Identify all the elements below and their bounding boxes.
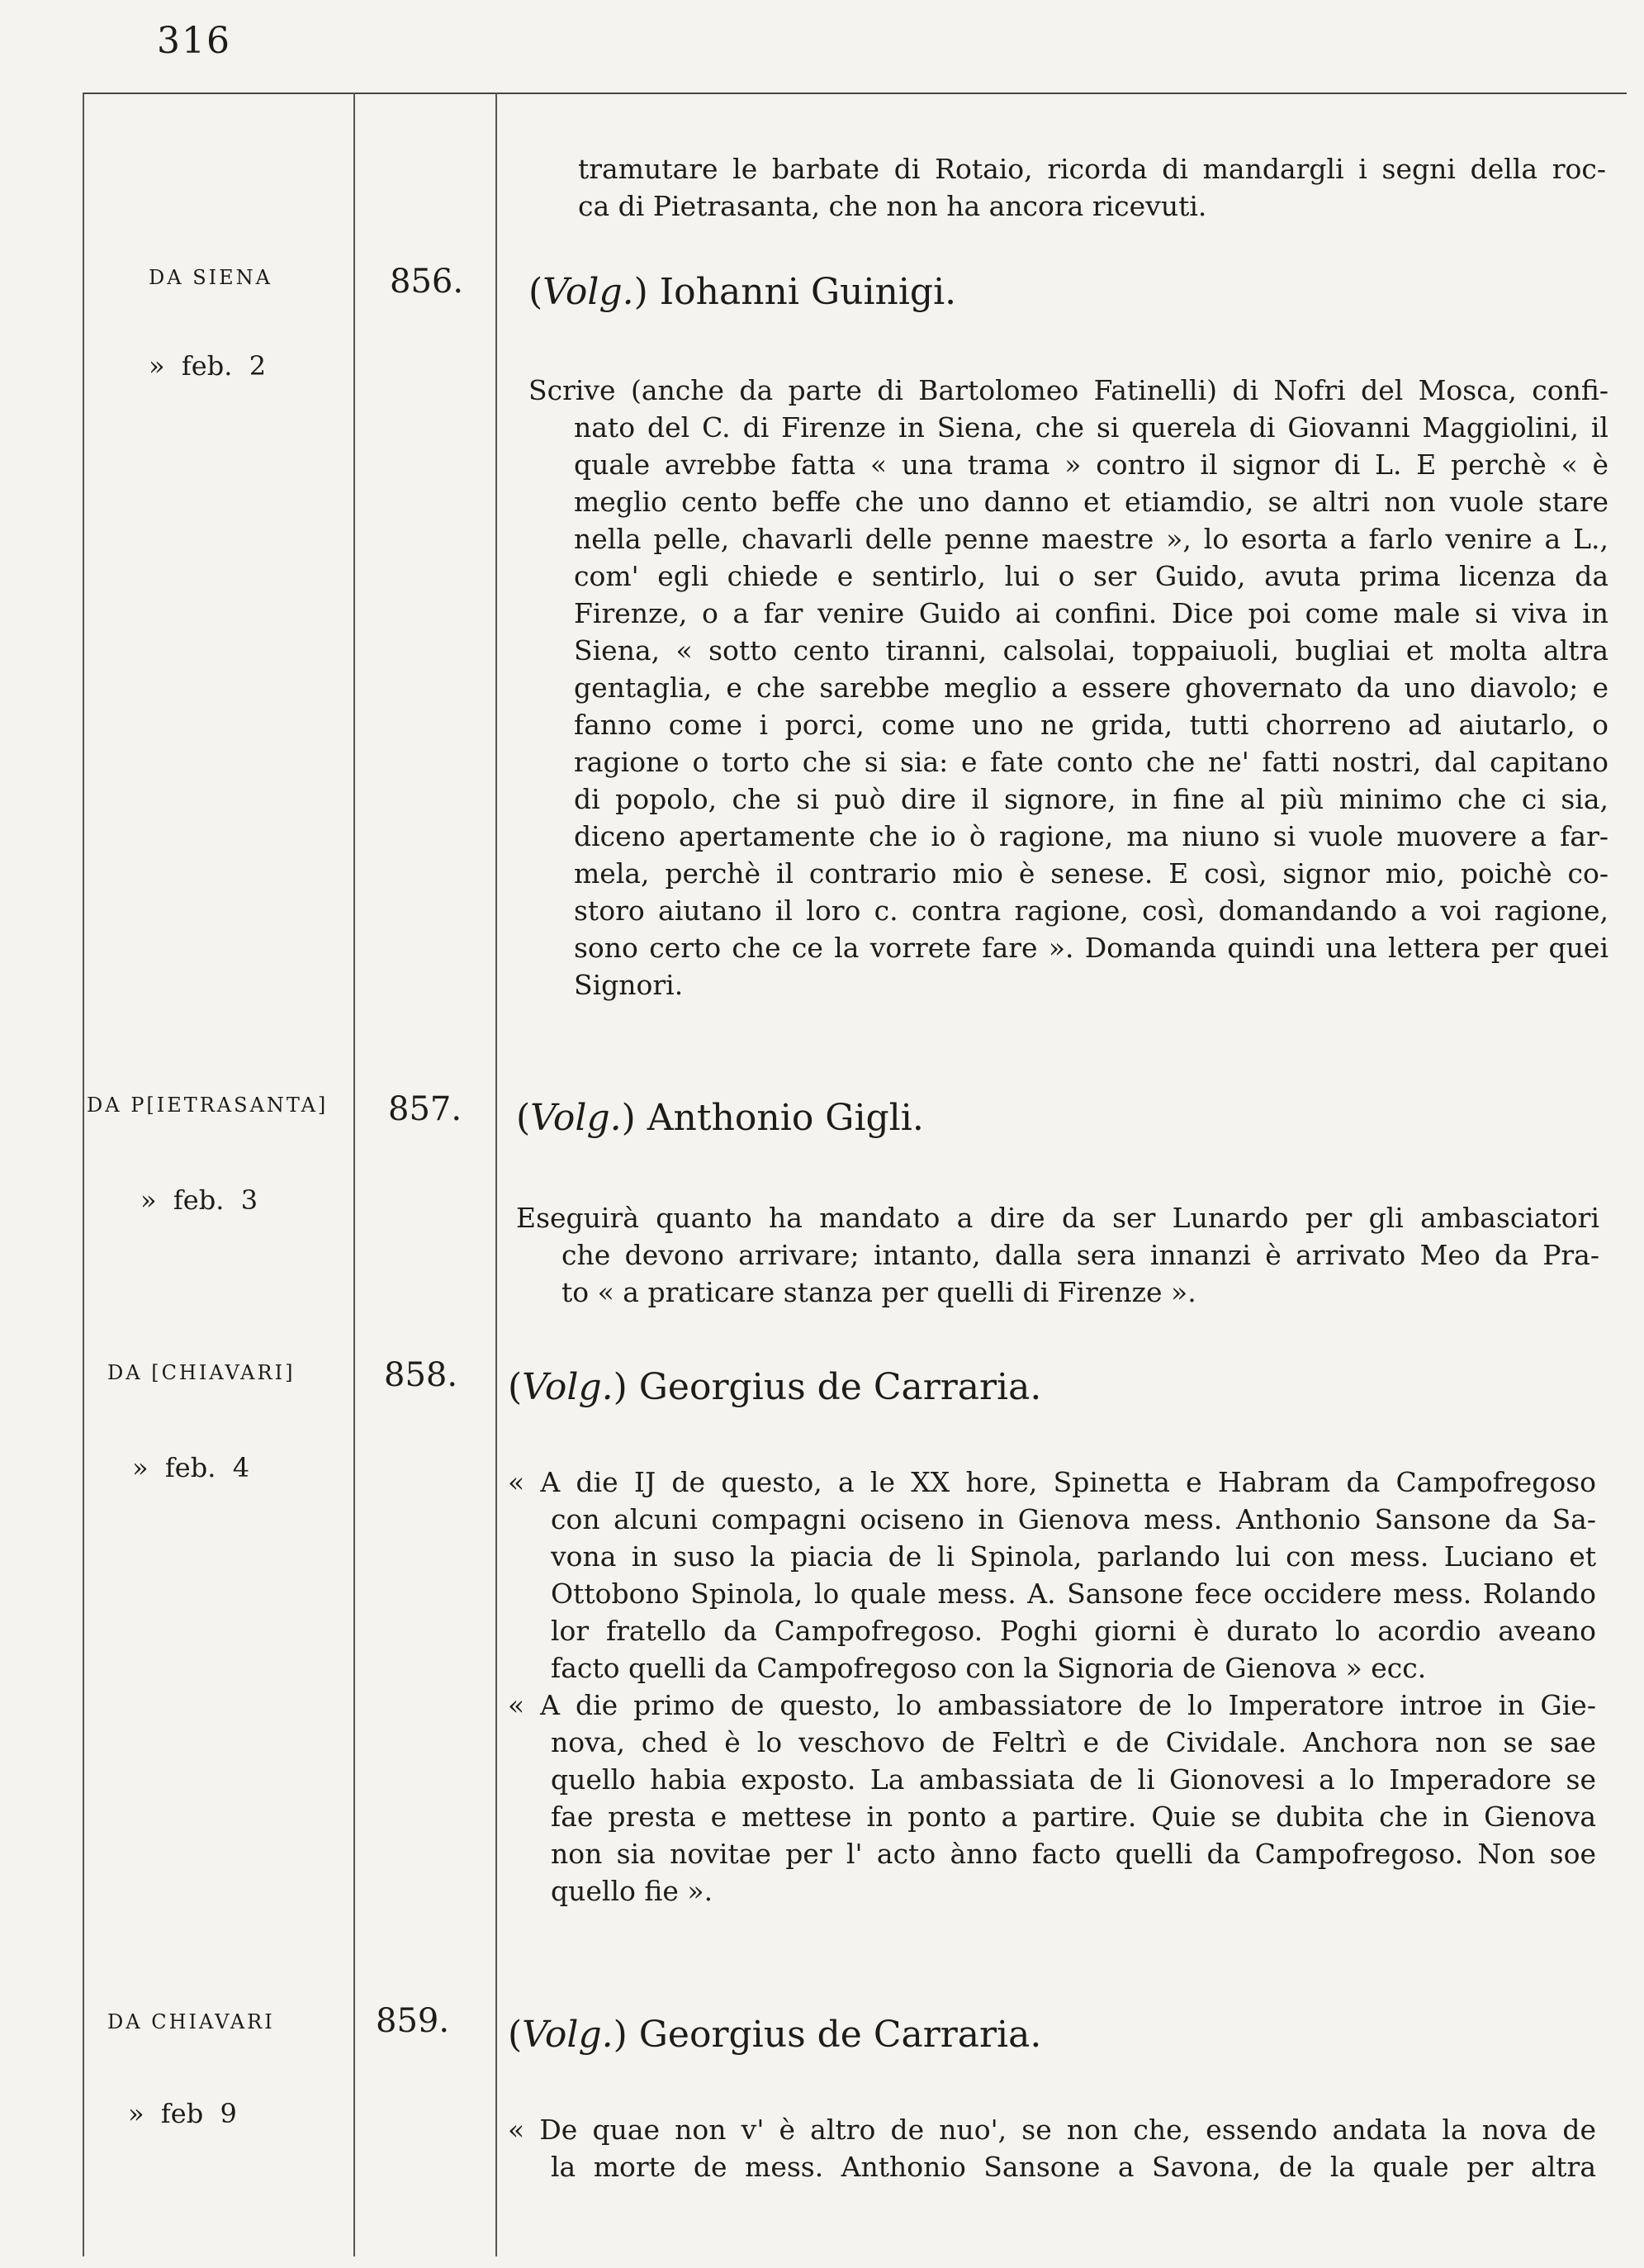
body-line: quello habia exposto. La ambassiata de li Gionovesi a lo Imperadore se [551, 1763, 1596, 1796]
entry-body [508, 1464, 1596, 1910]
body-line: Siena, « sotto cento tiranni, calsolai, toppaiuoli, bugliai et molta altra [574, 634, 1608, 667]
place-label: DA [CHIAVARI] [107, 1361, 296, 1384]
volg-label: Volg. [522, 1366, 614, 1408]
entry-number: 856. [390, 263, 464, 301]
body-line: fanno come i porci, come uno ne grida, tutti chorreno ad aiutarlo, o [574, 709, 1608, 741]
body-line: storo aiutano il loro c. contra ragione, così, domandando a voi ragione, [574, 894, 1608, 927]
body-line: Eseguirà quanto ha mandato a dire da ser Lunardo per gli ambasciatori [516, 1202, 1599, 1234]
body-line: com' egli chiede e sentirlo, lui o ser Guido, avuta prima licenza da [574, 560, 1608, 592]
body-line: quello fie ». [551, 1875, 713, 1907]
body-line: Signori. [574, 969, 684, 1001]
entry-author: Iohanni Guinigi. [659, 271, 957, 313]
volg-label: Volg. [542, 271, 634, 313]
entry-date: » feb. 3 [140, 1184, 258, 1216]
body-line: sono certo che ce la vorrete fare ». Domanda quindi una lettera per quei [574, 932, 1608, 964]
entry-heading: (Volg.) Georgius de Carraria. [508, 2014, 1042, 2056]
intro-line: ca di Pietrasanta, che non ha ancora ricevuti. [578, 190, 1207, 222]
body-line: nella pelle, chavarli delle penne maestre », lo esorta a farlo venire a L., [574, 523, 1608, 555]
body-line: nato del C. di Firenze in Siena, che si querela di Giovanni Maggiolini, il [574, 411, 1608, 444]
body-line: gentaglia, e che sarebbe meglio a essere ghovernato da uno diavolo; e [574, 671, 1608, 704]
body-line: facto quelli da Campofregoso con la Signoria de Gienova » ecc. [551, 1652, 1427, 1684]
intro-line: tramutare le barbate di Rotaio, ricorda di mandargli i segni della roc- [578, 153, 1606, 185]
margin-rule-right [495, 93, 497, 2256]
body-line: « De quae non v' è altro de nuo', se non che, essendo andata la nova de [508, 2114, 1596, 2146]
entry-number: 857. [388, 1090, 462, 1128]
entry-place [107, 2010, 275, 2033]
entry-place [87, 1094, 328, 1117]
entry-author: Georgius de Carraria. [638, 1366, 1042, 1408]
entry-body [508, 2111, 1596, 2185]
body-line: di popolo, che si può dire il signore, in fine al più minimo che ci sia, [574, 783, 1608, 815]
margin-rule-left [83, 93, 84, 2256]
body-line: quale avrebbe fatta « una trama » contro il signor di L. E perchè « è [574, 448, 1608, 481]
body-line: lor fratello da Campofregoso. Poghi giorni è durato lo acordio aveano [551, 1615, 1596, 1647]
body-line: « A die IJ de questo, a le XX hore, Spinetta e Habram da Campofregoso [508, 1466, 1596, 1498]
entry-date: » feb. 2 [149, 350, 267, 382]
entry-place [149, 266, 272, 289]
body-line: « A die primo de questo, lo ambassiatore de lo Imperatore introe in Gie- [508, 1689, 1596, 1721]
body-line: ragione o torto che si sia: e fate conto che ne' fatti nostri, dal capitano [574, 746, 1608, 778]
body-line: nova, ched è lo veschovo de Feltrì e de Cividale. Anchora non se sae [551, 1726, 1596, 1758]
volg-label: Volg. [522, 2014, 614, 2056]
body-line: con alcuni compagni ociseno in Gienova mess. Anthonio Sansone da Sa- [551, 1503, 1596, 1535]
entry-body [528, 372, 1608, 1004]
entry-number: 858. [384, 1356, 458, 1394]
body-line: Ottobono Spinola, lo quale mess. A. Sansone fece occidere mess. Rolando [551, 1578, 1596, 1610]
volg-label: Volg. [530, 1097, 622, 1139]
entry-date: » feb. 4 [132, 1452, 250, 1483]
page-number: 316 [157, 20, 231, 62]
body-line: to « a praticare stanza per quelli di Firenze ». [561, 1276, 1196, 1308]
entry-place [107, 1361, 295, 1384]
body-line: non sia novitae per l' acto ànno facto quelli da Campofregoso. Non soe [551, 1838, 1596, 1870]
intro-paragraph [578, 150, 1606, 225]
place-label: DA SIENA [149, 266, 272, 289]
body-line: la morte de mess. Anthonio Sansone a Savona, de la quale per altra [551, 2151, 1596, 2183]
entry-heading: (Volg.) Anthonio Gigli. [516, 1097, 924, 1139]
entry-author: Georgius de Carraria. [638, 2014, 1042, 2056]
body-line: Firenze, o a far venire Guido ai confini. Dice poi come male si viva in [574, 597, 1608, 629]
entry-number: 859. [376, 2002, 450, 2040]
place-label: DA P[IETRASANTA] [87, 1094, 329, 1117]
entry-heading: (Volg.) Iohanni Guinigi. [528, 271, 957, 313]
body-line: vona in suso la piacia de li Spinola, parlando lui con mess. Luciano et [551, 1540, 1596, 1573]
entry-heading: (Volg.) Georgius de Carraria. [508, 1366, 1042, 1408]
entry-date: » feb 9 [128, 2098, 237, 2129]
entry-body [516, 1199, 1599, 1311]
place-label: DA CHIAVARI [107, 2010, 275, 2033]
entry-author: Anthonio Gigli. [647, 1097, 924, 1139]
body-line: fae presta e mettese in ponto a partire. Quie se dubita che in Gienova [551, 1801, 1596, 1833]
body-line: meglio cento beffe che uno danno et etiamdio, se altri non vuole stare [574, 486, 1608, 518]
body-line: mela, perchè il contrario mio è senese. E così, signor mio, poichè co- [574, 857, 1608, 890]
body-line: Scrive (anche da parte di Bartolomeo Fatinelli) di Nofri del Mosca, confi- [528, 374, 1608, 406]
margin-rule-middle [353, 93, 355, 2256]
header-rule [83, 93, 1627, 94]
body-line: diceno apertamente che io ò ragione, ma niuno si vuole muovere a far- [574, 820, 1608, 852]
body-line: che devono arrivare; intanto, dalla sera innanzi è arrivato Meo da Pra- [561, 1239, 1599, 1271]
